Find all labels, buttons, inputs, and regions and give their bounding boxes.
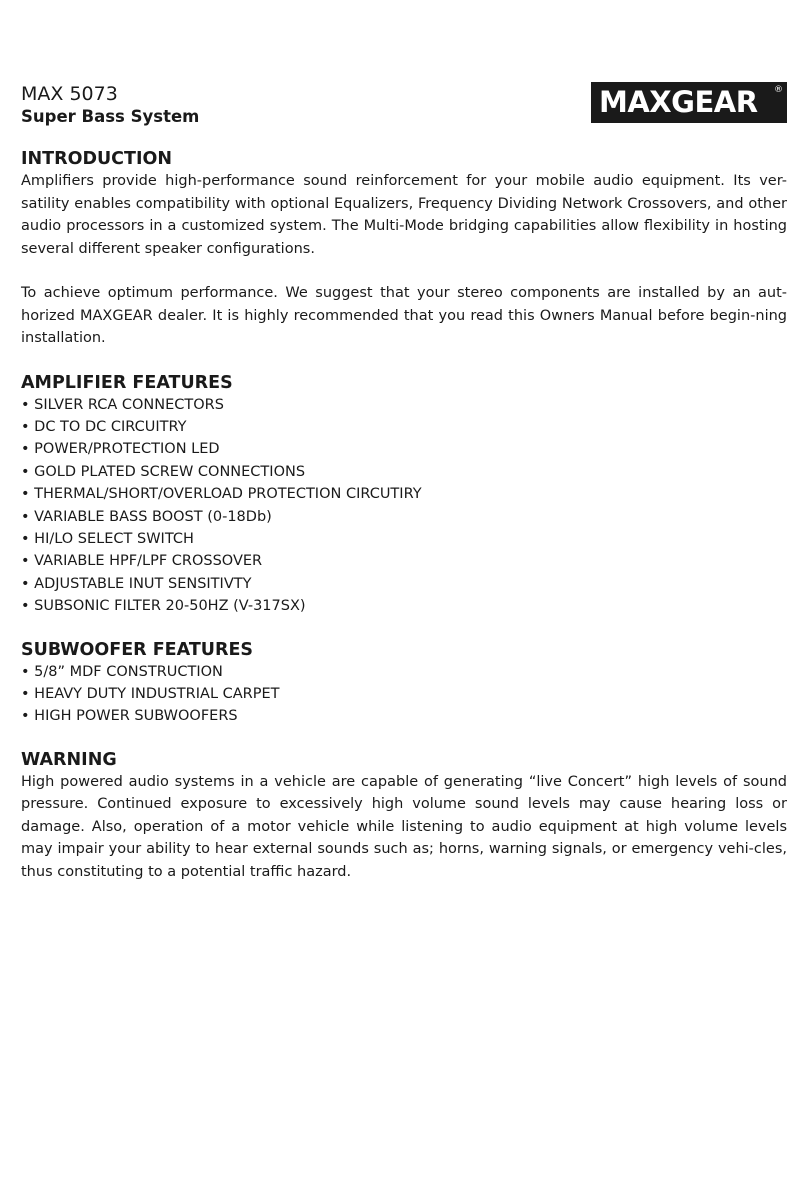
list-item: • ADJUSTABLE INUT SENSITIVTY: [21, 575, 252, 592]
list-item: • SUBSONIC FILTER 20-50HZ (V-317SX): [21, 598, 306, 615]
list-item: • GOLD PLATED SCREW CONNECTIONS: [21, 463, 306, 480]
introduction-section: [21, 148, 787, 350]
subwoofer-features-heading: SUBWOOFER FEATURES: [21, 639, 254, 660]
list-item: • HI/LO SELECT SWITCH: [21, 530, 194, 547]
list-item: • HIGH POWER SUBWOOFERS: [21, 708, 238, 725]
logo-text: MAXGEAR: [599, 85, 758, 119]
warning-section: [21, 749, 787, 884]
introduction-heading: INTRODUCTION: [21, 149, 172, 169]
list-item: • THERMAL/SHORT/OVERLOAD PROTECTION CIRCUTIRY: [21, 486, 422, 503]
list-item: • VARIABLE BASS BOOST (0-18Db): [21, 508, 272, 525]
list-item: • POWER/PROTECTION LED: [21, 441, 220, 458]
amplifier-features-heading: AMPLIFIER FEATURES: [21, 372, 233, 393]
subwoofer-features-list: [21, 661, 787, 728]
warning-heading: WARNING: [21, 749, 117, 770]
amplifier-features-list: [21, 394, 787, 618]
manual-page: [21, 82, 787, 883]
list-item: • DC TO DC CIRCUITRY: [21, 418, 187, 435]
product-title: Super Bass System: [21, 107, 200, 126]
registered-mark: ®: [774, 85, 783, 95]
introduction-paragraph-2: To achieve optimum performance. We suggest that your stereo components are installed by an aut-horized MAXGEAR dealer. It is highly recommended that you read this Owners Manual before begin-ning installation.: [21, 285, 787, 346]
amplifier-features-section: [21, 372, 787, 618]
list-item: • SILVER RCA CONNECTORS: [21, 396, 224, 413]
list-item: • HEAVY DUTY INDUSTRIAL CARPET: [21, 685, 280, 702]
list-item: • 5/8” MDF CONSTRUCTION: [21, 663, 223, 680]
introduction-paragraph-1: Amplifiers provide high-performance sound reinforcement for your mobile audio equipment. Its ver-satility enables compatibility with optional Equalizers, Frequency Dividing Network Crossovers, and other audio processors in a customized system. The Multi-Mode bridging capabilities allow flexibility in hosting several different speaker configurations.: [21, 173, 787, 257]
warning-paragraph: High powered audio systems in a vehicle are capable of generating “live Concert” high levels of sound pressure. Continued exposure to excessively high volume sound levels may cause hearing loss or damage. Also, operation of a motor vehicle while listening to audio equipment at high volume levels may impair your ability to hear external sounds such as; horns, warning signals, or emergency vehi-cles, thus constituting to a potential traffic hazard.: [21, 773, 787, 880]
subwoofer-features-section: [21, 639, 787, 728]
list-item: • VARIABLE HPF/LPF CROSSOVER: [21, 553, 263, 570]
model-number: MAX 5073: [21, 83, 118, 105]
